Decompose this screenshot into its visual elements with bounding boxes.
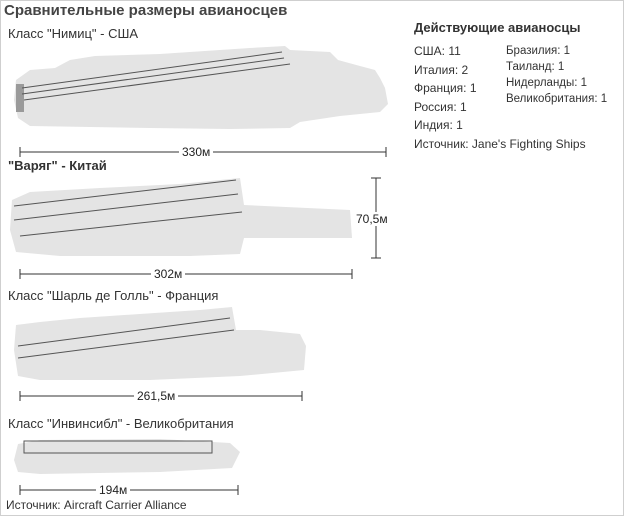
legend-item: Россия: 1	[414, 99, 467, 114]
legend-source: Источник: Jane's Fighting Ships	[414, 137, 586, 151]
legend-item: Великобритания: 1	[506, 93, 608, 105]
varyag-length-line	[20, 269, 352, 279]
cdg-label: Класс "Шарль де Голль" - Франция	[8, 288, 219, 303]
invincible-silhouette	[14, 439, 240, 474]
legend-item: Бразилия: 1	[506, 45, 571, 57]
varyag-label: "Варяг" - Китай	[8, 158, 107, 173]
legend-item: Индия: 1	[414, 118, 463, 132]
cdg-silhouette	[14, 307, 306, 380]
legend-left-column	[414, 42, 477, 135]
nimitz-label: Класс "Нимиц" - США	[8, 26, 139, 41]
cdg-length-label: 261,5м	[134, 389, 178, 403]
legend-item: Италия: 2	[414, 62, 469, 77]
varyag-beam-label: 70,5м	[356, 212, 388, 226]
legend-item: Таиланд: 1	[506, 61, 565, 73]
legend-item: Нидерланды: 1	[506, 77, 588, 89]
page-title: Сравнительные размеры авианосцев	[4, 2, 288, 19]
nimitz-silhouette	[14, 46, 388, 129]
legend-title: Действующие авианосцы	[414, 20, 581, 35]
legend-right-column	[506, 43, 607, 107]
legend-item: Франция: 1	[414, 81, 477, 95]
invincible-length-label: 194м	[96, 483, 130, 497]
invincible-label: Класс "Инвинсибл" - Великобритания	[8, 416, 234, 431]
nimitz-length-label: 330м	[179, 145, 213, 159]
varyag-silhouette	[10, 178, 352, 256]
source-note: Источник: Aircraft Carrier Alliance	[6, 498, 187, 512]
varyag-length-label: 302м	[151, 267, 185, 281]
legend-item: США: 11	[414, 44, 461, 58]
